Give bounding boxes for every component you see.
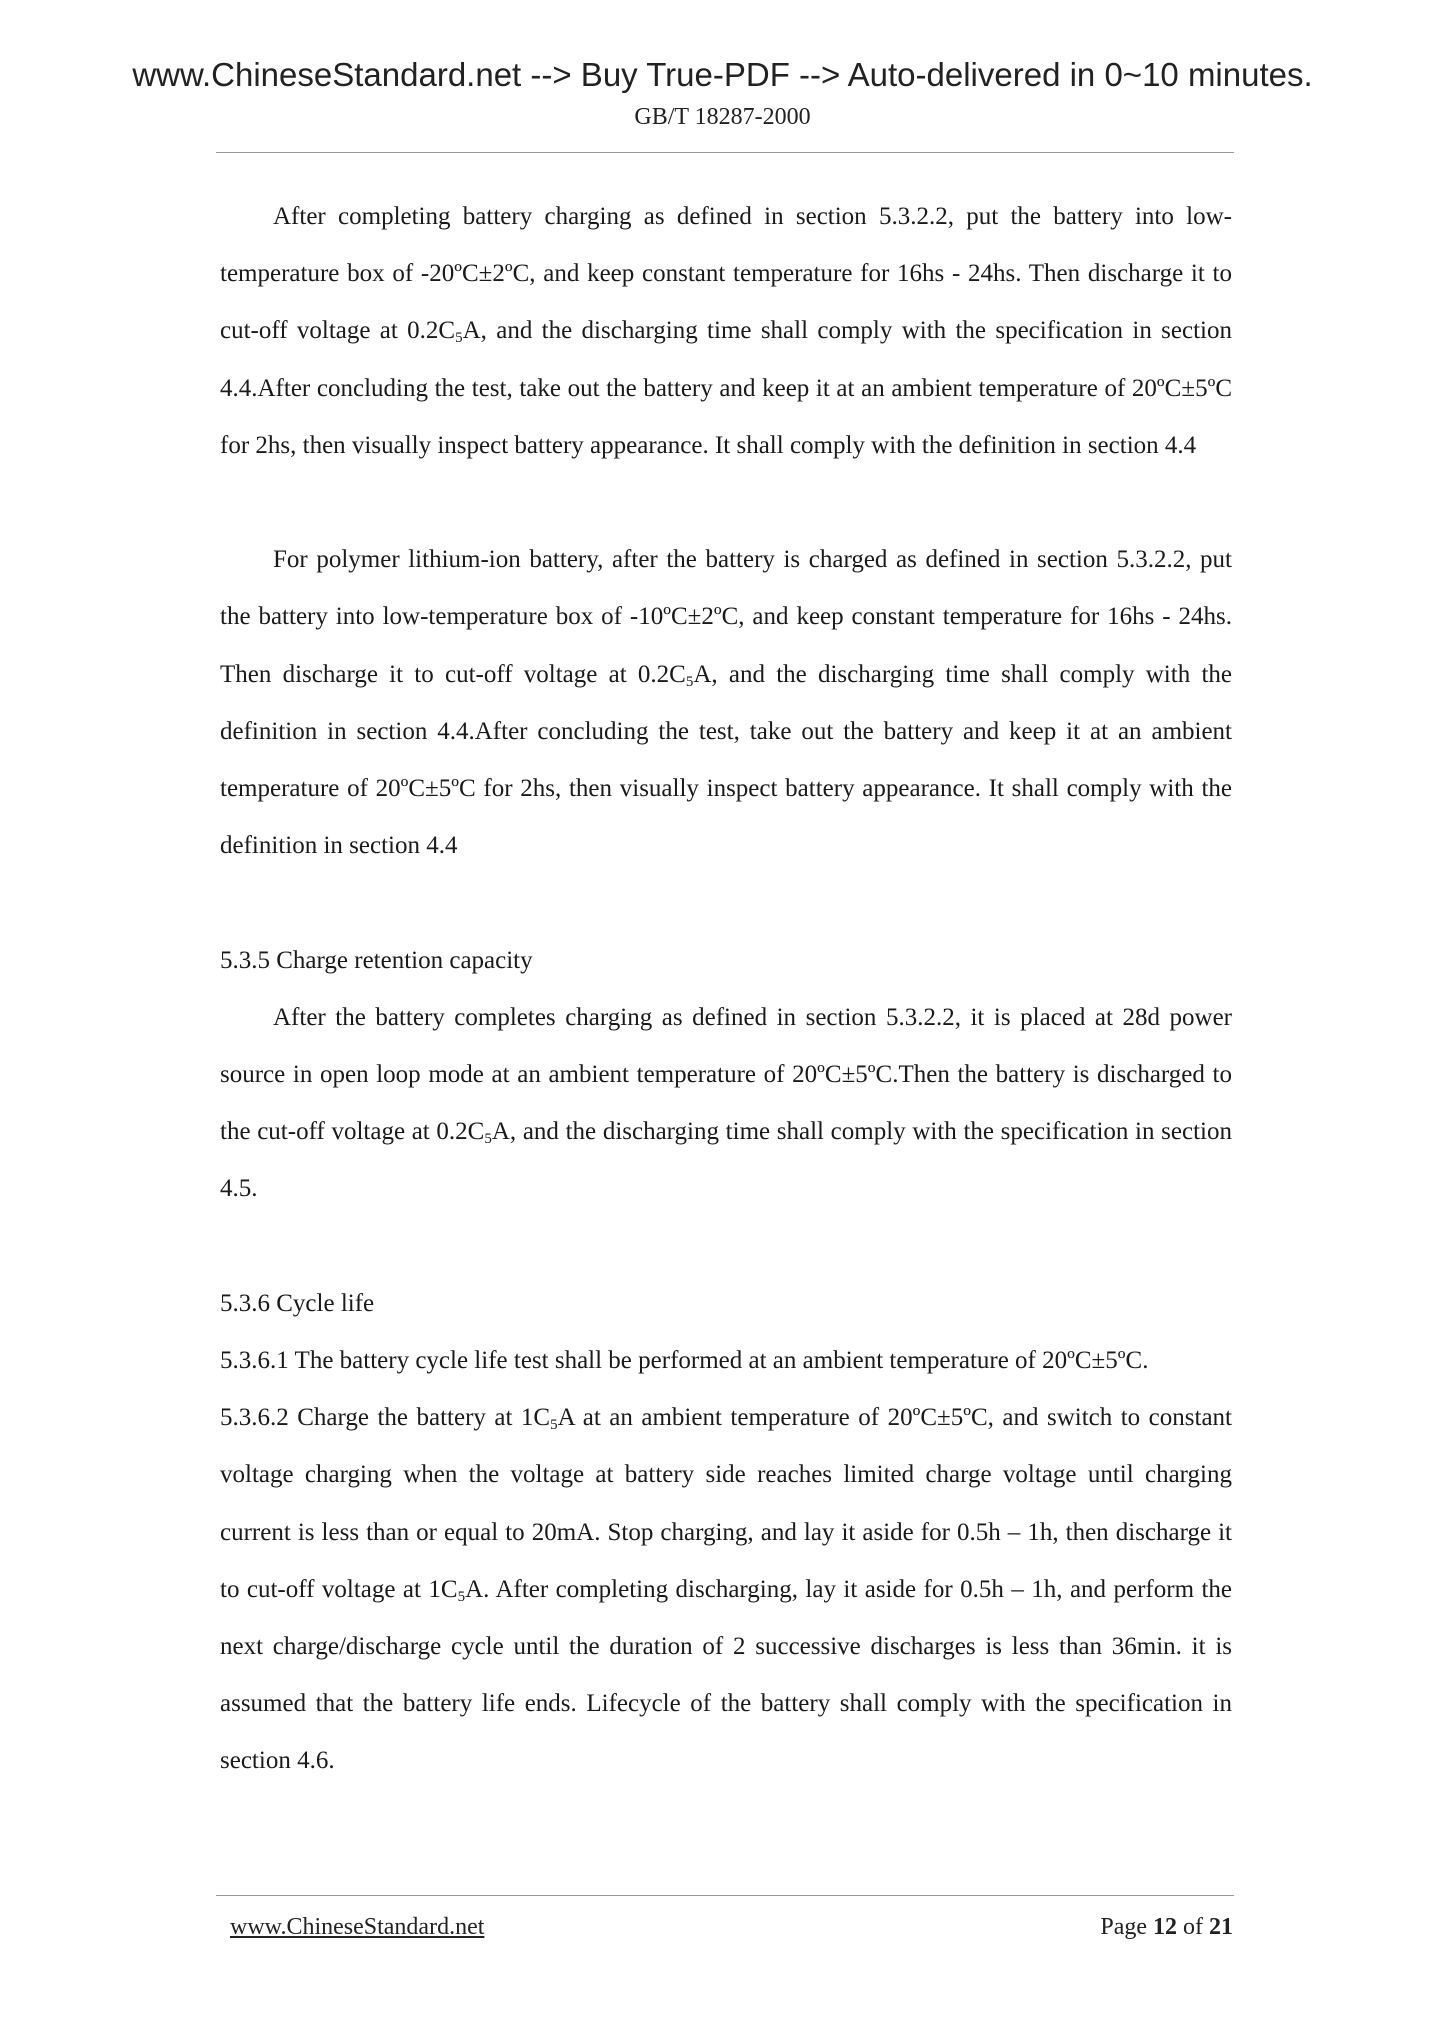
document-body	[220, 188, 1232, 1790]
paragraph-charge-retention: After the battery completes charging as defined in section 5.3.2.2, it is placed at 28d power source in open loop mode at an ambient temperature of 20ºC±5ºC.Then the battery is discharged to the cut-off voltage at $0.2C_5A$, and the discharging time shall comply with the specification in section 4.5.	[220, 1003, 1232, 1203]
clause-5-3-6-2: 5.3.6.2 Charge the battery at $1C_5A$ at an ambient temperature of 20ºC±5ºC, and switch to constant voltage charging when the voltage at battery side reaches limited charge voltage until charging current is less than or equal to 20mA. Stop charging, and lay it aside for 0.5h – 1h, then discharge it to cut-off voltage at $1C_5A$. After completing discharging, lay it aside for 0.5h – 1h, and perform the next charge/discharge cycle until the duration of 2 successive discharges is less than 36min. it is assumed that the battery life ends. Lifecycle of the battery shall comply with the specification in section 4.6.	[220, 1404, 1232, 1775]
footer-website-link[interactable]: www.ChineseStandard.net	[230, 1914, 485, 1940]
paragraph-polymer-battery: For polymer lithium-ion battery, after the battery is charged as defined in section 5.3.2.2, put the battery into low-temperature box of -10ºC±2ºC, and keep constant temperature for 16hs - 24hs. Then discharge it to cut-off voltage at $0.2C_5A$, and the discharging time shall comply with the definition in section 4.4.After concluding the test, take out the battery and keep it at an ambient temperature of 20ºC±5ºC for 2hs, then visually inspect battery appearance. It shall comply with the definition in section 4.4	[220, 546, 1232, 860]
standard-code: GB/T 18287-2000	[634, 104, 811, 130]
header-banner: www.ChineseStandard.net --> Buy True-PDF --> Auto-delivered in 0~10 minutes.	[132, 56, 1313, 93]
section-heading-5-3-6: 5.3.6 Cycle life	[220, 1289, 375, 1317]
footer-divider	[216, 1895, 1234, 1896]
header-divider	[216, 152, 1234, 153]
clause-5-3-6-1: 5.3.6.1 The battery cycle life test shall be performed at an ambient temperature of 20ºC±5ºC.	[220, 1347, 1149, 1375]
paragraph-low-temp-discharge: After completing battery charging as defined in section 5.3.2.2, put the battery into low-temperature box of -20ºC±2ºC, and keep constant temperature for 16hs - 24hs. Then discharge it to cut-off voltage at $0.2C_5A$, and the discharging time shall comply with the specification in section 4.4.After concluding the test, take out the battery and keep it at an ambient temperature of 20ºC±5ºC for 2hs, then visually inspect battery appearance. It shall comply with the definition in section 4.4	[220, 203, 1232, 459]
section-heading-5-3-5: 5.3.5 Charge retention capacity	[220, 946, 533, 974]
current-page-number: 12	[1153, 1914, 1177, 1940]
page-indicator: Page 12 of 21	[1100, 1914, 1233, 1940]
total-pages-number: 21	[1209, 1914, 1233, 1940]
